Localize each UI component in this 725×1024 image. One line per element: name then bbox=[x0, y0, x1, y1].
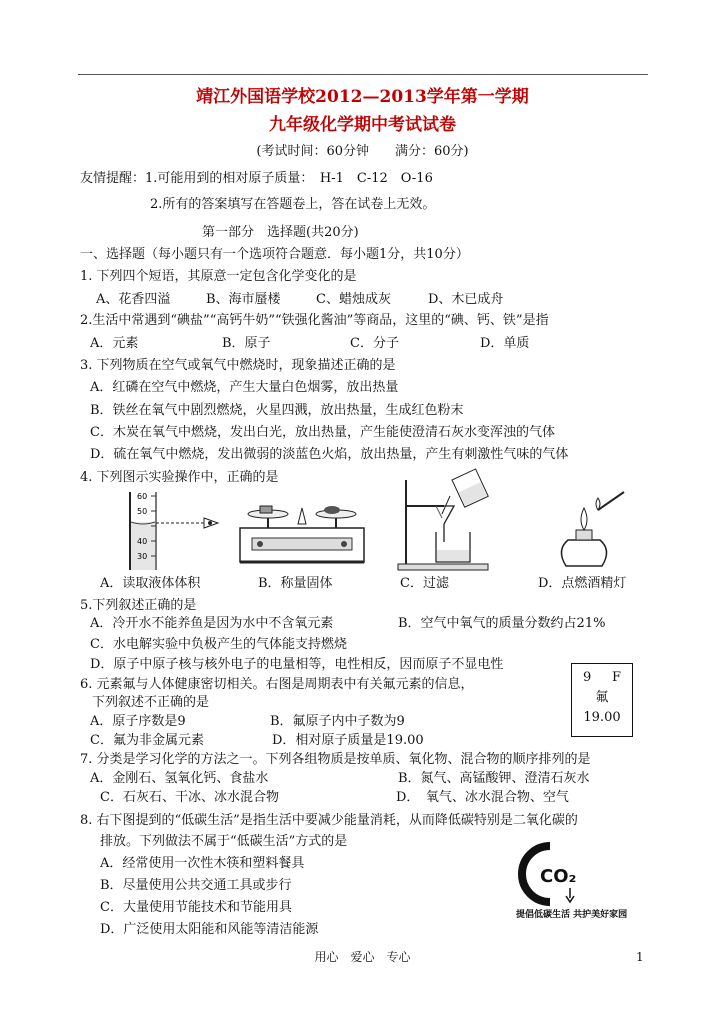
graduated-cylinder-figure bbox=[118, 490, 228, 572]
q3-stem: 3. 下列物质在空气或氧气中燃烧时，现象描述正确的是 bbox=[80, 358, 396, 373]
q4-option-d: D．点燃酒精灯 bbox=[538, 576, 627, 591]
q1-stem: 1. 下列四个短语，其原意一定包含化学变化的是 bbox=[80, 269, 357, 284]
cylinder-tick-60: 60 bbox=[137, 492, 148, 501]
q6-option-d: D．相对原子质量是19.00 bbox=[272, 733, 424, 748]
q6-option-c: C．氟为非金属元素 bbox=[90, 733, 204, 748]
alcohol-lamp-figure bbox=[548, 488, 638, 572]
q8-stem-2: 排放。下列做法不属于“低碳生活”方式的是 bbox=[100, 834, 348, 849]
q5-option-d: D．原子中原子核与核外电子的电量相等，电性相反，因而原子不显电性 bbox=[90, 657, 504, 672]
q8-option-a: A．经常使用一次性木筷和塑料餐具 bbox=[100, 856, 305, 871]
q7-option-a: A．金刚石、氢氧化钙、食盐水 bbox=[90, 771, 269, 786]
q8-option-c: C．大量使用节能技术和节能用具 bbox=[100, 900, 292, 915]
element-number: 9 bbox=[583, 670, 592, 685]
q8-option-d: D．广泛使用太阳能和风能等清洁能源 bbox=[100, 922, 319, 937]
header-rule bbox=[78, 74, 648, 75]
q6-stem-2: 下列叙述不正确的是 bbox=[92, 695, 210, 710]
logo-caption: 提倡低碳生活 共护美好家园 bbox=[516, 910, 628, 920]
q3-option-b: B．铁丝在氧气中剧烈燃烧，火星四溅，放出热量，生成红色粉末 bbox=[90, 403, 464, 418]
element-symbol: F bbox=[611, 670, 621, 685]
page-number: 1 bbox=[636, 950, 644, 964]
q8-option-b: B．尽量使用公共交通工具或步行 bbox=[100, 878, 292, 893]
co2-formula: CO₂ bbox=[540, 866, 577, 887]
filtration-figure bbox=[392, 476, 502, 572]
q2-option-a: A．元素 bbox=[90, 336, 139, 351]
q2-stem: 2.生活中常遇到“碘盐”“高钙牛奶”“铁强化酱油”等商品，这里的“碘、钙、铁”是指 bbox=[80, 313, 549, 328]
q5-option-a: A．冷开水不能养鱼是因为水中不含氧元素 bbox=[90, 616, 334, 631]
q7-option-b: B．氮气、高锰酸钾、澄清石灰水 bbox=[398, 771, 590, 786]
q4-stem: 4. 下列图示实验操作中，正确的是 bbox=[80, 470, 279, 485]
q2-option-b: B．原子 bbox=[222, 336, 271, 351]
cylinder-tick-50: 50 bbox=[137, 507, 148, 516]
low-carbon-logo bbox=[510, 840, 628, 922]
q4-option-b: B．称量固体 bbox=[258, 576, 333, 591]
q1-option-d: D、木已成舟 bbox=[428, 292, 504, 307]
q7-stem: 7. 分类是学习化学的方法之一。下列各组物质是按单质、氧化物、混合物的顺序排列的是 bbox=[80, 752, 591, 767]
q1-option-a: A、花香四溢 bbox=[96, 292, 171, 307]
q1-option-c: C、蜡烛成灰 bbox=[316, 292, 391, 307]
q6-option-b: B．氟原子内中子数为9 bbox=[270, 714, 405, 729]
q2-option-c: C．分子 bbox=[350, 336, 399, 351]
part-heading: 第一部分 选择题(共20分) bbox=[202, 225, 359, 240]
q1-option-b: B、海市蜃楼 bbox=[206, 292, 281, 307]
tips-line-1: 友情提醒：1.可能用到的相对原子质量： H-1 C-12 O-16 bbox=[80, 171, 433, 186]
q5-option-c: C．水电解实验中负极产生的气体能支持燃烧 bbox=[90, 637, 347, 652]
q3-option-a: A．红磷在空气中燃烧，产生大量白色烟雾，放出热量 bbox=[90, 380, 399, 395]
q8-stem: 8. 右下图提到的“低碳生活”是指生活中要减少能量消耗，从而降低碳特别是二氧化碳的 bbox=[80, 813, 578, 828]
q2-option-d: D．单质 bbox=[480, 336, 530, 351]
q5-stem: 5.下列叙述正确的是 bbox=[80, 598, 197, 613]
balance-figure bbox=[238, 500, 368, 572]
q4-option-c: C．过滤 bbox=[400, 576, 449, 591]
exam-subtitle: 九年级化学期中考试试卷 bbox=[269, 115, 456, 135]
q7-option-d: D． 氧气、冰水混合物、空气 bbox=[396, 790, 569, 805]
q3-option-c: C．木炭在氧气中燃烧，发出白光，放出热量，产生能使澄清石灰水变浑浊的气体 bbox=[90, 425, 555, 440]
exam-title: 靖江外国语学校2012—2013学年第一学期 bbox=[196, 87, 529, 107]
q5-option-b: B．空气中氧气的质量分数约占21% bbox=[398, 616, 606, 631]
q3-option-d: D．硫在氧气中燃烧，发出微弱的淡蓝色火焰，放出热量，产生有刺激性气味的气体 bbox=[90, 447, 569, 462]
q6-stem: 6. 元素氟与人体健康密切相关。右图是周期表中有关氟元素的信息， bbox=[80, 677, 474, 692]
element-mass: 19.00 bbox=[583, 710, 621, 725]
q4-option-a: A．读取液体体积 bbox=[100, 576, 201, 591]
tips-line-2: 2.所有的答案填写在答题卷上，答在试卷上无效。 bbox=[150, 197, 436, 212]
exam-info: (考试时间：60分钟 满分：60分) bbox=[256, 144, 469, 159]
element-name: 氟 bbox=[595, 690, 609, 705]
cylinder-tick-40: 40 bbox=[137, 537, 148, 546]
section-heading: 一、选择题（每小题只有一个选项符合题意．每小题1分，共10分） bbox=[80, 247, 469, 262]
fluorine-element-card bbox=[571, 663, 633, 737]
q6-option-a: A．原子序数是9 bbox=[90, 714, 186, 729]
cylinder-tick-30: 30 bbox=[137, 552, 148, 561]
q7-option-c: C．石灰石、干冰、冰水混合物 bbox=[100, 790, 279, 805]
footer-motto: 用心 爱心 专心 bbox=[314, 950, 411, 964]
